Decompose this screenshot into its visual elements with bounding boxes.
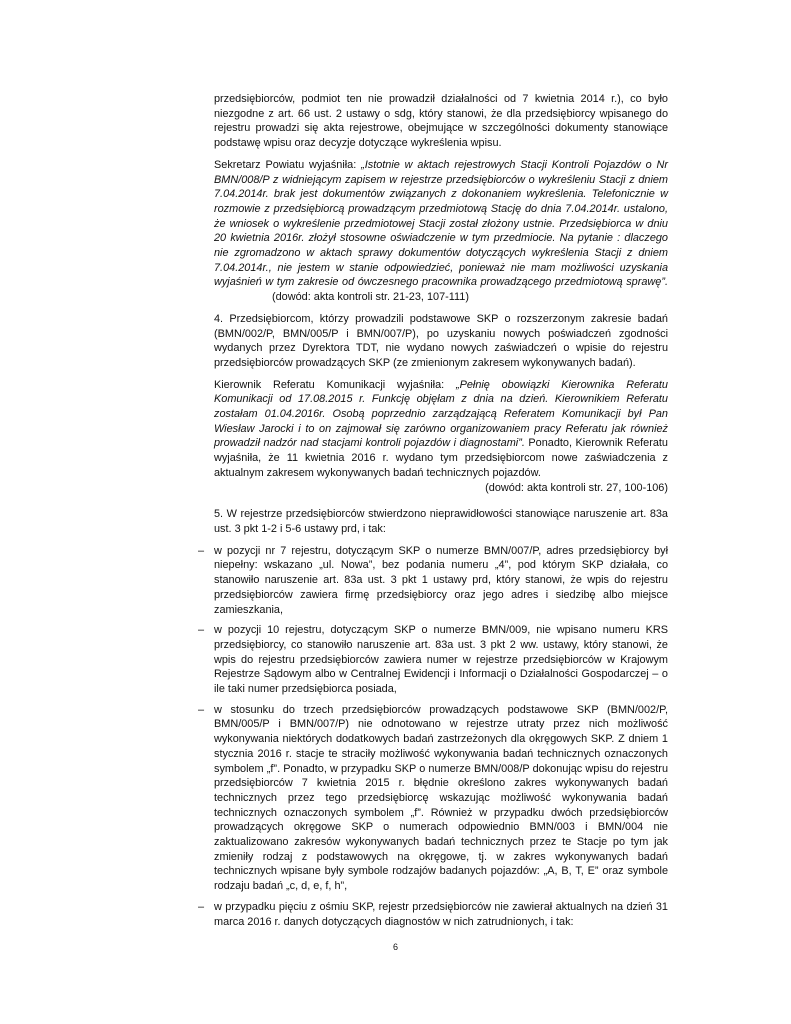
bullet-dash: – (198, 624, 205, 637)
paragraph-point-4: 4. Przedsiębiorcom, którzy prowadzili podstawowe SKP o rozszerzonym zakresie badań (BMN/002/P, BMN/005/P i BMN/007/P), po uzyskaniu nowych poświadczeń zgodności wydanych przez Dyrektora TDT, nie wydano nowych zaświadczeń o wpisie do rejestru przedsiębiorców prowadzących SKP (ze zmienionym zakresem wykonywanych badań). (214, 312, 668, 369)
paragraph-point-5: 5. W rejestrze przedsiębiorców stwierdzono nieprawidłowości stanowiące naruszenie art. 83a ust. 3 pkt 1-2 i 5-6 ustawy prd, i tak: (214, 508, 668, 535)
evidence-reference-2: (dowód: akta kontroli str. 27, 100-106) (485, 481, 668, 494)
list-item (198, 623, 668, 697)
list-item-text: w pozycji 10 rejestru, dotyczącym SKP o numerze BMN/009, nie wpisano numeru KRS przedsiębiorcy, co stanowiło naruszenie art. 83a ust. 3 pkt 2 ww. ustawy, który stanowi, że wpis do rejestru przedsiębiorców zawiera numer w rejestrze przedsiębiorców w Krajowym Rejestrze Sądowym albo w Centralnej Ewidencji i Informacji o Działalności Gospodarczej – o ile taki numer przedsiębiorca posiada, (214, 624, 668, 696)
list-item-text: w stosunku do trzech przedsiębiorców prowadzących podstawowe SKP (BMN/002/P, BMN/005/P i BMN/007/P) nie odnotowano w rejestrze utraty przez nich możliwość wykonywania niektórych dodatkowych badań zastrzeżonych dla okręgowych SKP. Z dniem 1 stycznia 2016 r. stacje te straciły możliwość wykonywania badań technicznych oznaczonych symbolem „f”. Ponadto, w przypadku SKP o numerze BMN/008/P dokonując wpisu do rejestru przedsiębiorców 7 kwietnia 2015 r. błędnie określono zakres wykonywanych badań technicznych przez tego przedsiębiorcę wskazując możliwość wykonywania badań technicznych oznaczonych symbolem „f”. Również w przypadku dwóch przedsiębiorców prowadzących okręgowe SKP o numerach odpowiednio BMN/003 i BMN/004 nie zaktualizowano zakresów wykonywanych badań technicznych przez te Stacje po tym jak zmieniły rodzaj z podstawowych na okręgowe, tj. w zakres wykonywanych badań technicznych wpisane były symbole rodzajów badanych pojazdów: „A, B, T, E” oraz symbole rodzaju badań „c, d, e, f, h”, (214, 703, 668, 893)
bullet-dash: – (198, 544, 205, 557)
list-item-text: w przypadku pięciu z ośmiu SKP, rejestr przedsiębiorców nie zawierał aktualnych na dzień 31 marca 2016 r. danych dotyczących diagnostów w nich zatrudnionych, i tak: (214, 900, 668, 928)
bullet-dash: – (198, 703, 205, 716)
document-body (198, 92, 668, 935)
secretary-lead: Sekretarz Powiatu wyjaśniła: (214, 158, 362, 171)
evidence-reference-1: (dowód: akta kontroli str. 21-23, 107-111) (272, 291, 469, 304)
secretary-quote: „Istotnie w aktach rejestrowych Stacji Kontroli Pojazdów o Nr BMN/008/P z widniejącym zapisem w rejestrze przedsiębiorców o wykreśleniu Stacji z dniem 7.04.2014r. brak jest dokumentów związanych z dokonaniem wykreślenia. Telefonicznie w rozmowie z przedsiębiorcą prowadzącym przedmiotową Stację do dnia 7.04.2014r. ustalono, że wniosek o wykreślenie przedmiotowej Stacji został złożony ustnie. Przedsiębiorca w dniu 20 kwietnia 2016r. złożył stosowne oświadczenie w tym przedmiocie. Na pytanie : dlaczego nie zgromadzono w aktach sprawy dokumentów dotyczących wykreślenia Stacji z dniem 7.04.2014r., nie jestem w stanie odpowiedzieć, ponieważ nie mam możliwości uzyskania wyjaśnień w tym zakresie od ówczesnego pracownika prowadzącego przedmiotową sprawę”. (214, 158, 668, 289)
paragraph-secretary-explanation (214, 158, 668, 305)
manager-lead: Kierownik Referatu Komunikacji wyjaśniła: (214, 378, 456, 391)
page-number: 6 (392, 942, 398, 952)
manager-quote: „Pełnię obowiązki Kierownika Referatu Komunikacji od 17.08.2015 r. Funkcję objęłam z dnia na dzień. Kierownikiem Referatu zostałam 01.04.2016r. Osobą poprzednio zarządzającą Referatem Komunikacji był Pan Wiesław Jarocki i to on zajmował się zarówno organizowaniem pracy Referatu jak również prowadził nadzór nad stacjami kontroli pojazdów i diagnostami”. (214, 378, 668, 450)
list-item (198, 544, 668, 618)
list-item-text: w pozycji nr 7 rejestru, dotyczącym SKP o numerze BMN/007/P, adres przedsiębiorcy był niepełny: wskazano „ul. Nowa”, bez podania numeru „4”, pod którym SKP działała, co stanowiło naruszenie art. 83a ust. 3 pkt 1 ustawy prd, który stanowi, że wpis do rejestru przedsiębiorców zawiera firmę przedsiębiorcy oraz jego adres i siedzibę albo miejsce zamieszkania, (214, 544, 668, 616)
paragraph-intro: przedsiębiorców, podmiot ten nie prowadził działalności od 7 kwietnia 2014 r.), co było niezgodne z art. 66 ust. 2 ustawy o sdg, który stanowi, że dla przedsiębiorcy wpisanego do rejestru prowadzi się akta rejestrowe, obejmujące w szczególności dokumenty stanowiące podstawę wpisu oraz decyzje dotyczące wykreślenia wpisu. (214, 93, 668, 150)
list-item (198, 703, 668, 894)
bullet-dash: – (198, 900, 205, 913)
irregularities-list (198, 544, 668, 930)
paragraph-manager-explanation (214, 378, 668, 481)
manager-tail: Ponadto, Kierownik Referatu wyjaśniła, że 11 kwietnia 2016 r. wydano tym przedsiębiorcom nowe zaświadczenia z aktualnym zakresem wykonywanych badań technicznych pojazdów. (214, 437, 668, 479)
list-item (198, 900, 668, 929)
